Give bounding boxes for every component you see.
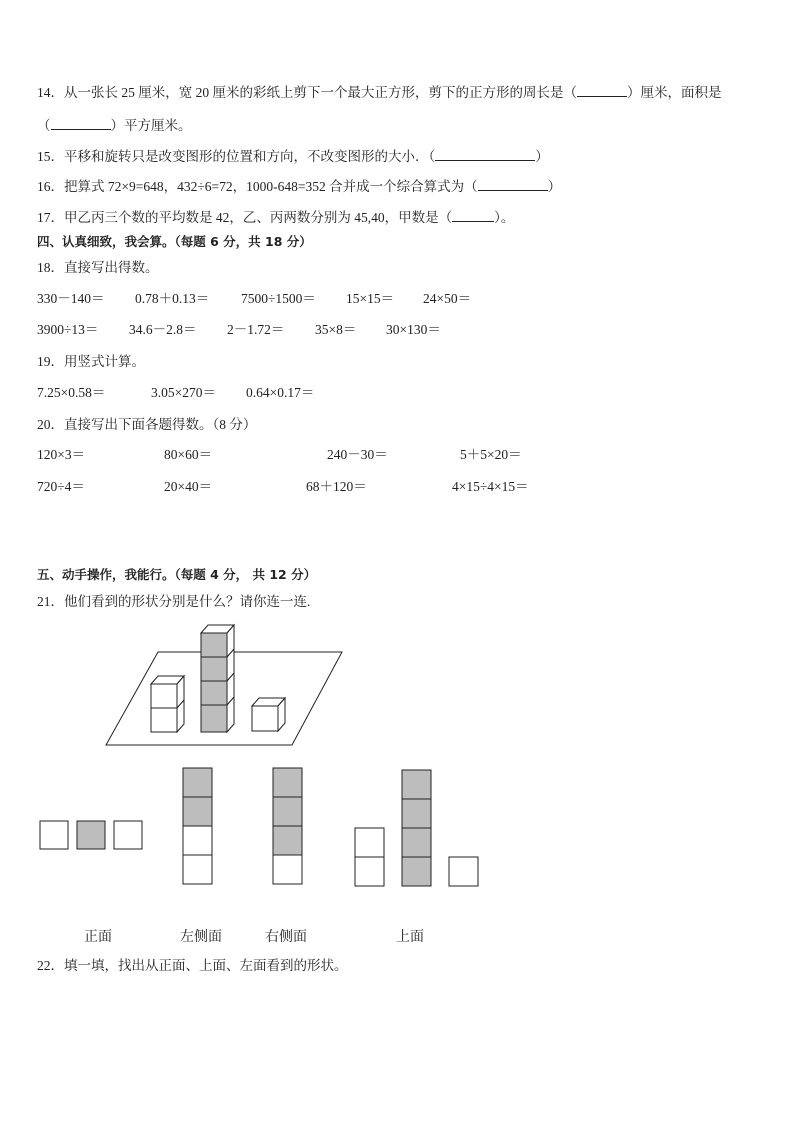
q18-r2-c2: 34.6－2.8＝ — [129, 322, 197, 337]
q20-r2-c4: 4×15÷4×15＝ — [452, 479, 529, 494]
view-option-4[interactable] — [355, 770, 478, 886]
q18-r1-c3: 7500÷1500＝ — [241, 291, 316, 306]
q18-r1-c2: 0.78＋0.13＝ — [135, 291, 210, 306]
q20-r2-c3: 68＋120＝ — [306, 479, 367, 494]
caption-front: 正面 — [84, 930, 112, 945]
q20-r1-c4: 5＋5×20＝ — [460, 447, 522, 462]
q14-line1: 14．从一张长 25 厘米，宽 20 厘米的彩纸上剪下一个最大正方形，剪下的正方形的周长是（ ）厘米，面积是 — [37, 82, 722, 102]
q17: 17．甲乙丙三个数的平均数是 42，乙、丙两数分别为 45,40，甲数是（ ）。 — [37, 207, 514, 227]
view-option-2[interactable] — [183, 768, 212, 884]
q15: 15．平移和旋转只是改变图形的位置和方向，不改变图形的大小．（ ） — [37, 146, 549, 166]
q14-line2: （ ）平方厘米。 — [37, 115, 192, 135]
q19-item-3: 0.64×0.17＝ — [246, 385, 315, 400]
q20-r1-c1: 120×3＝ — [37, 447, 86, 462]
q18-r2-c4: 35×8＝ — [315, 322, 357, 337]
q21-title: 21．他们看到的形状分别是什么？请你连一连. — [37, 594, 311, 609]
q16: 16．把算式 72×9=648，432÷6=72，1000-648=352 合并成一个综合算式为（ ） — [37, 176, 561, 196]
caption-right-side: 右侧面 — [265, 930, 307, 945]
q18-r2-c5: 30×130＝ — [386, 322, 441, 337]
tall-cube-stack — [201, 625, 234, 732]
caption-left-side: 左侧面 — [180, 930, 222, 945]
q19-title: 19．用竖式计算。 — [37, 354, 145, 369]
caption-top: 上面 — [396, 930, 424, 945]
q18-r1-c1: 330－140＝ — [37, 291, 105, 306]
left-cube-stack — [151, 676, 184, 732]
q18-r2-c3: 2－1.72＝ — [227, 322, 285, 337]
q20-r1-c2: 80×60＝ — [164, 447, 213, 462]
q18-r1-c5: 24×50＝ — [423, 291, 472, 306]
view-option-3[interactable] — [273, 768, 302, 884]
q20-r2-c2: 20×40＝ — [164, 479, 213, 494]
q18-r1-c4: 15×15＝ — [346, 291, 395, 306]
q18-r2-c1: 3900÷13＝ — [37, 322, 99, 337]
q18-title: 18．直接写出得数。 — [37, 260, 159, 275]
q19-item-1: 7.25×0.58＝ — [37, 385, 106, 400]
q20-r2-c1: 720÷4＝ — [37, 479, 85, 494]
q22-title: 22．填一填，找出从正面、上面、左面看到的形状。 — [37, 958, 348, 973]
view-option-1[interactable] — [40, 821, 142, 849]
q20-title: 20．直接写出下面各题得数。（8 分） — [37, 417, 257, 432]
single-cube — [252, 698, 285, 731]
section-4-heading: 四、认真细致，我会算。（每题 6 分，共 18 分） — [37, 234, 312, 249]
q19-item-2: 3.05×270＝ — [151, 385, 216, 400]
q20-r1-c3: 240－30＝ — [327, 447, 388, 462]
section-5-heading: 五、动手操作，我能行。（每题 4 分， 共 12 分） — [37, 567, 317, 582]
